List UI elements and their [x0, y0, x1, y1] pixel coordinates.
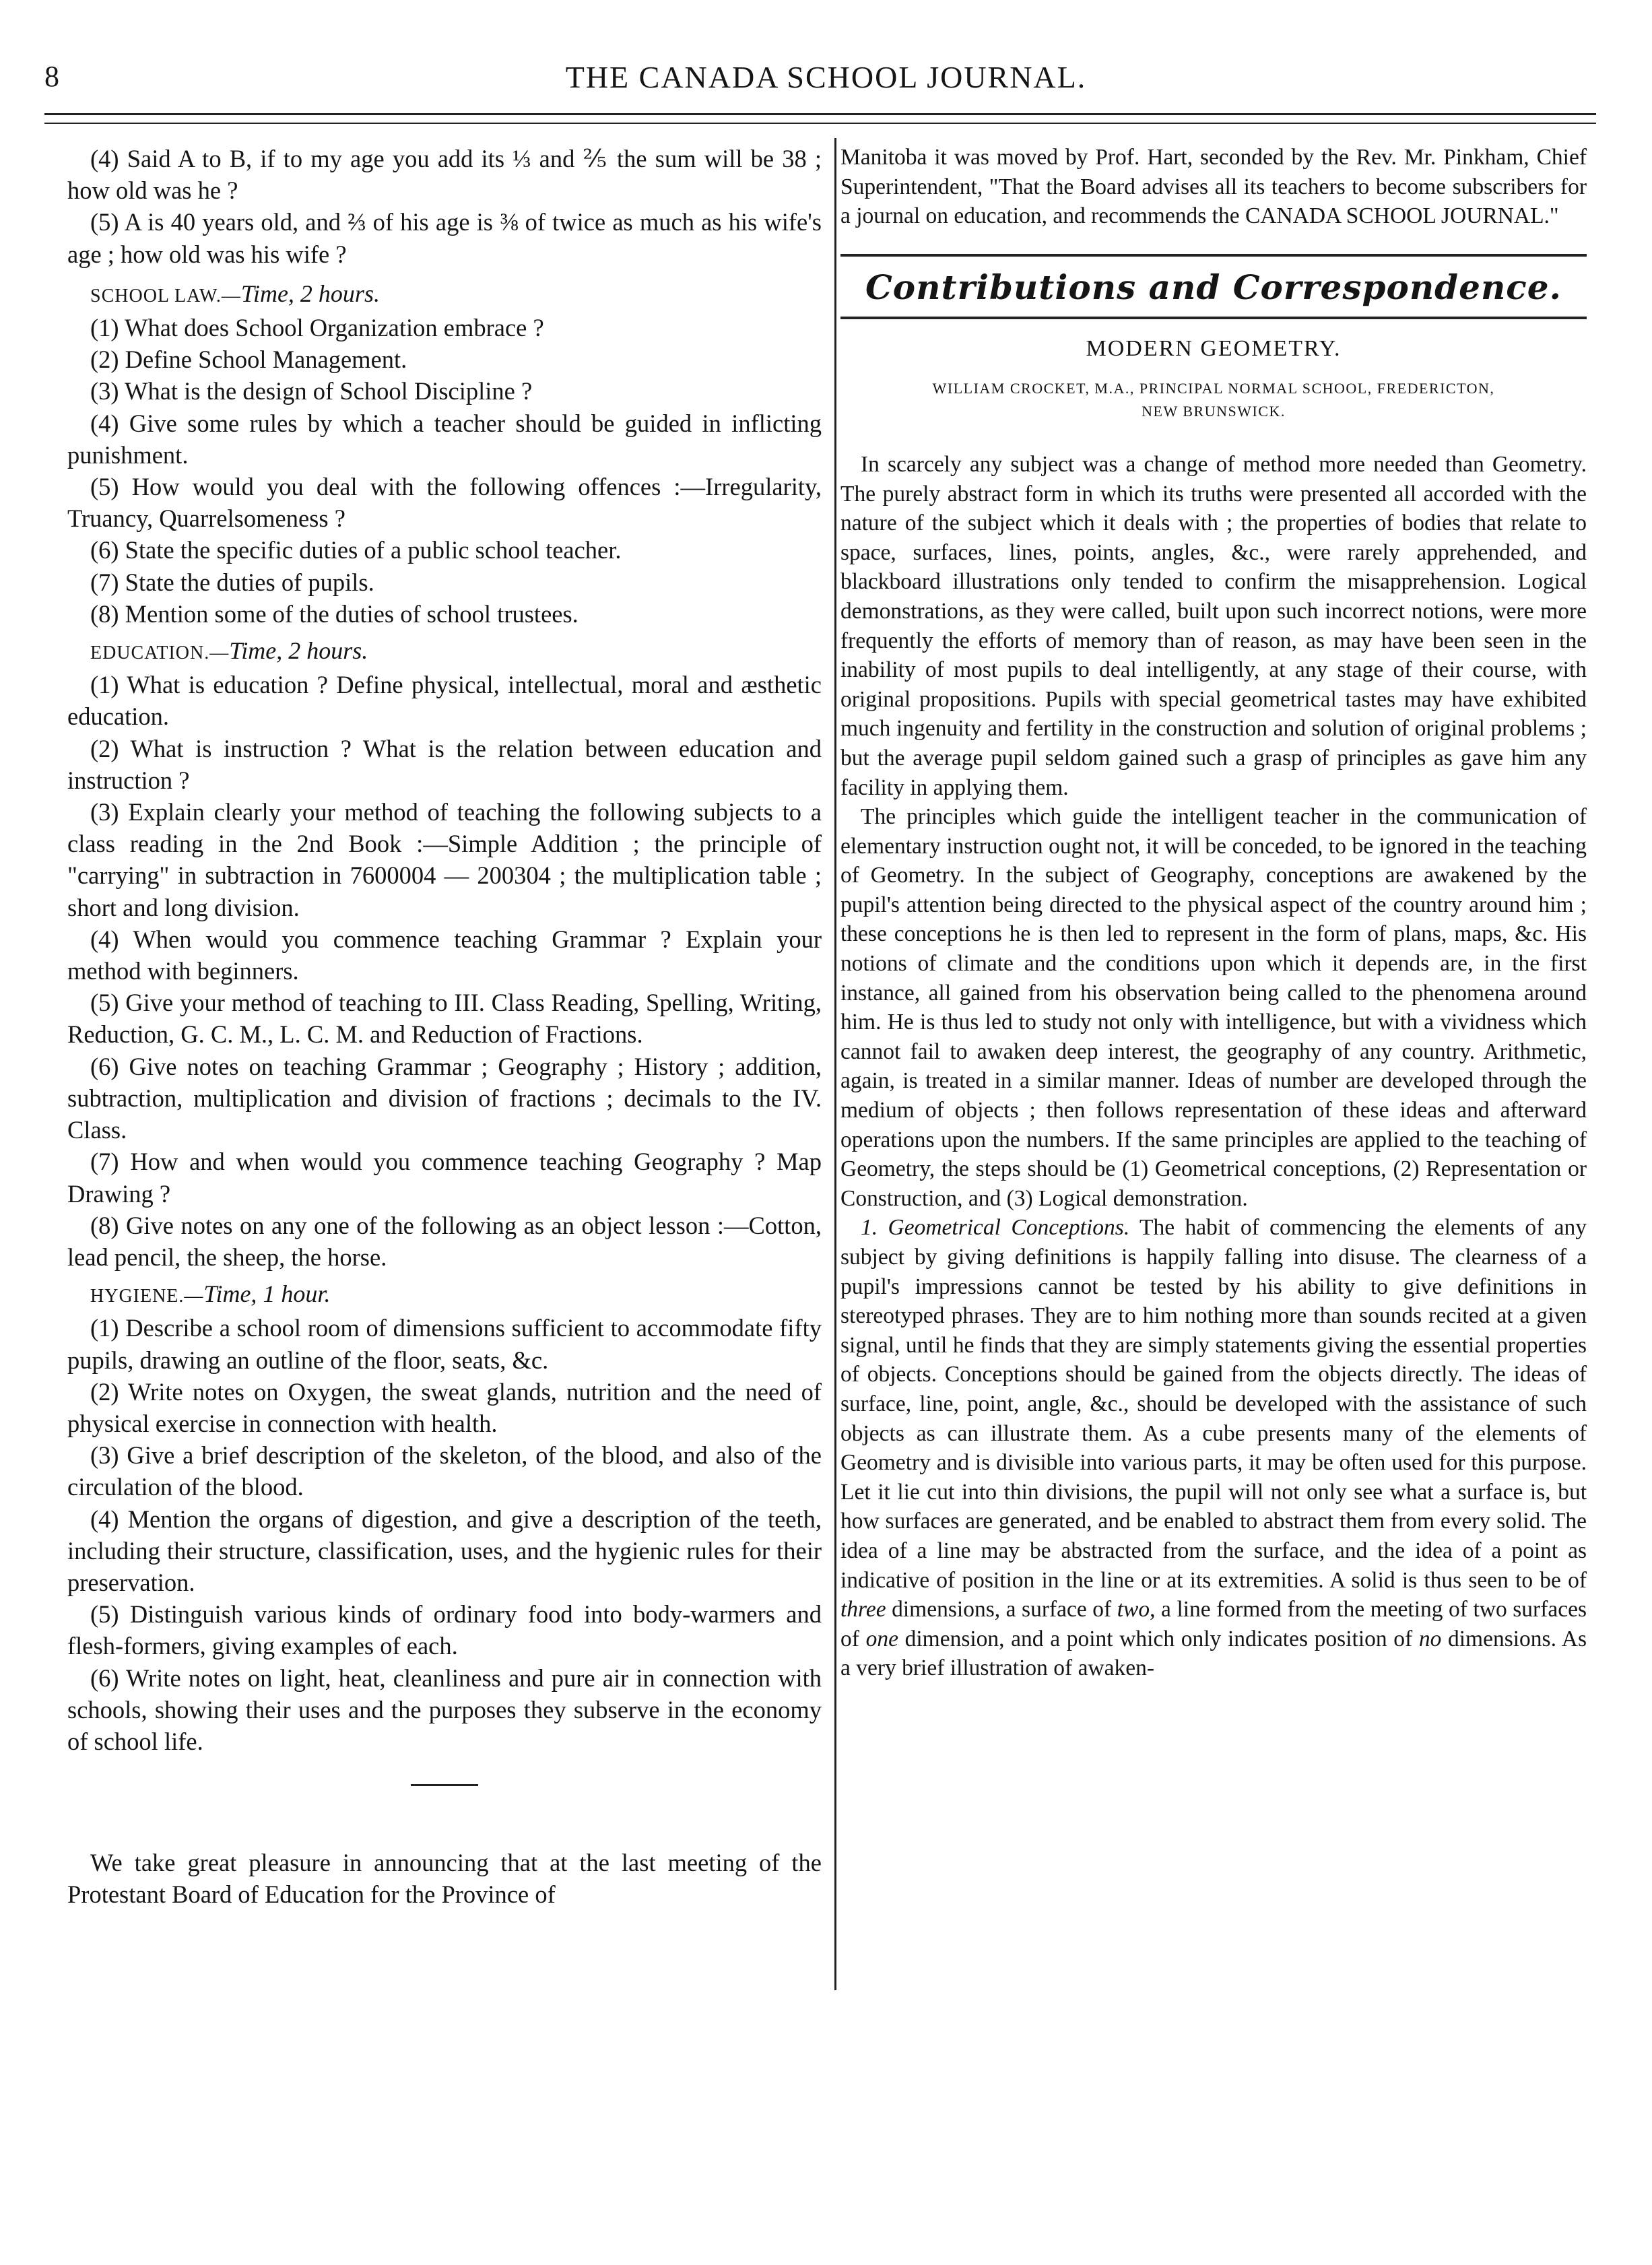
byline-line-2: NEW BRUNSWICK. [1142, 402, 1286, 420]
education-question: (7) How and when would you commence teaching Geography ? Map Drawing ? [67, 1148, 822, 1208]
conceptions-text-d: dimension, and a point which only indicates position of [898, 1626, 1419, 1651]
conceptions-text-b: dimensions, a surface of [886, 1597, 1117, 1622]
hygiene-question: (5) Distinguish various kinds of ordinary food into body-warmers and flesh-formers, giving examples of each. [67, 1600, 822, 1660]
emph-three: three [840, 1597, 886, 1622]
school-law-question: (3) What is the design of School Discipline ? [90, 377, 533, 405]
hygiene-question: (6) Write notes on light, heat, cleanliness and pure air in connection with schools, showing their uses and the purposes they subserve in the economy of school life. [67, 1664, 822, 1755]
education-question: (3) Explain clearly your method of teaching the following subjects to a class reading in the 2nd Book :—Simple Addition ; the principle of "carrying" in subtraction in 7600004 — 200304 ; the multiplication table ; short and long division. [67, 798, 822, 921]
school-law-question: (7) State the duties of pupils. [90, 568, 374, 596]
education-question: (5) Give your method of teaching to III. Class Reading, Spelling, Writing, Reduction, G. C. M., L. C. M. and Reduction of Fractions. [67, 989, 822, 1049]
page-number: 8 [44, 60, 59, 93]
education-question: (8) Give notes on any one of the following as an object lesson :—Cotton, lead pencil, the sheep, the horse. [67, 1211, 822, 1271]
conceptions-lead: 1. Geometrical Conceptions. [861, 1215, 1130, 1241]
announcement-continuation: Manitoba it was moved by Prof. Hart, seconded by the Rev. Mr. Pinkham, Chief Superintendent, "That the Board advises all its teachers to become subscribers for a journal on education, and recommends the CANADA SCHOOL JOURNAL." [840, 145, 1587, 229]
emph-two: two [1117, 1597, 1150, 1622]
hygiene-heading-time: Time, 1 hour. [203, 1280, 331, 1308]
education-question: (2) What is instruction ? What is the relation between education and instruction ? [67, 734, 822, 794]
school-law-question: (1) What does School Organization embrace ? [90, 314, 544, 342]
conceptions-text-e: dimensions. As a very brief illustration of awaken- [840, 1626, 1587, 1681]
column-divider [834, 138, 836, 1990]
left-column [67, 143, 822, 1911]
education-question: (1) What is education ? Define physical, intellectual, moral and æsthetic education. [67, 671, 822, 731]
education-question: (4) When would you commence teaching Grammar ? Explain your method with beginners. [67, 925, 822, 985]
section-banner: Contributions and Correspondence. [865, 267, 1562, 307]
school-law-question: (5) How would you deal with the following offences :—Irregularity, Truancy, Quarrelsomeness ? [67, 473, 822, 533]
education-heading-time: Time, 2 hours. [229, 637, 368, 665]
byline-line-1: WILLIAM CROCKET, M.A., PRINCIPAL NORMAL SCHOOL, FREDERICTON, [932, 379, 1495, 397]
school-law-heading-time: Time, 2 hours. [240, 280, 380, 307]
conceptions-text-c: , a line formed from the meeting of two surfaces of [840, 1597, 1587, 1651]
school-law-question: (8) Mention some of the duties of school trustees. [90, 599, 579, 628]
hygiene-question: (1) Describe a school room of dimensions sufficient to accommodate fifty pupils, drawing an outline of the floor, seats, &c. [67, 1314, 822, 1374]
section-divider [411, 1784, 478, 1786]
announcement-paragraph: We take great pleasure in announcing that at the last meeting of the Protestant Board of Education for the Province of [67, 1849, 822, 1909]
article-byline [840, 377, 1587, 423]
education-question: (6) Give notes on teaching Grammar ; Geography ; History ; addition, subtraction, multiplication and division of fractions ; decimals to the IV. Class. [67, 1052, 822, 1144]
banner-rule-bottom [840, 317, 1587, 319]
education-heading [67, 635, 822, 669]
article-paragraph-conceptions [840, 1213, 1587, 1683]
header-rule-top [44, 113, 1596, 115]
running-title: THE CANADA SCHOOL JOURNAL. [565, 60, 1087, 94]
hygiene-heading-label: HYGIENE.— [90, 1286, 204, 1307]
right-column [840, 143, 1587, 1683]
article-paragraph: In scarcely any subject was a change of method more needed than Geometry. The purely abstract form in which its truths were presented all accorded with the nature of the subject which it deals with ; the properties of bodies that relate to space, surfaces, lines, points, angles, &c., were rarely apprehended, and blackboard illustrations only tended to confirm the misapprehension. Logical demonstrations, as they were called, built upon such incorrect notions, were more frequently the efforts of memory than of reason, as may have been seen in the inability of most pupils to deal intelligently, at any stage of their course, with original propositions. Pupils with special geometrical tastes may have exhibited much ingenuity and fertility in the construction and solution of original problems ; but the average pupil seldom gained such a grasp of principles as gave him any facility in applying them. [840, 451, 1587, 800]
school-law-question: (4) Give some rules by which a teacher should be guided in inflicting punishment. [67, 409, 822, 469]
arithmetic-question-5: (5) A is 40 years old, and ⅔ of his age is ⅜ of twice as much as his wife's age ; how old was his wife ? [67, 208, 822, 268]
school-law-question: (6) State the specific duties of a public school teacher. [90, 536, 622, 564]
header-rule-bottom [44, 123, 1596, 124]
school-law-heading-label: SCHOOL LAW.— [90, 285, 241, 306]
conceptions-text-a: The habit of commencing the elements of any subject by giving definitions is happily falling into disuse. The clearness of a pupil's impressions cannot be tested by his ability to give definitions in stereotyped phrases. They are to him nothing more than sounds recited at a given signal, until he finds that they are simply statements giving the essential properties of objects. Conceptions should be gained from the objects directly. The ideas of surface, line, point, angle, &c., should be developed with the assistance of such objects as can illustrate them. As a cube presents many of the elements of Geometry and is divisible into various parts, it may be often used for this purpose. Let it lie cut into thin divisions, the pupil will not only see what a surface is, but how surfaces are generated, and be enabled to abstract them from every solid. The idea of a line may be abstracted from the surface, and the idea of a point as indicative of position in the line or at its extremities. A solid is thus seen to be of [840, 1215, 1587, 1593]
school-law-heading [67, 278, 822, 312]
hygiene-question: (2) Write notes on Oxygen, the sweat glands, nutrition and the need of physical exercise in connection with health. [67, 1377, 822, 1437]
hygiene-heading [67, 1278, 822, 1312]
hygiene-question: (4) Mention the organs of digestion, and give a description of the teeth, including their structure, classification, uses, and the hygienic rules for their preservation. [67, 1505, 822, 1596]
emph-no: no [1418, 1626, 1442, 1651]
article-title: MODERN GEOMETRY. [1086, 336, 1342, 362]
education-heading-label: EDUCATION.— [90, 643, 230, 664]
emph-one: one [865, 1626, 898, 1651]
school-law-question: (2) Define School Management. [90, 346, 407, 374]
arithmetic-question-4: (4) Said A to B, if to my age you add its ⅓ and ⅖ the sum will be 38 ; how old was he ? [67, 145, 822, 205]
hygiene-question: (3) Give a brief description of the skeleton, of the blood, and also of the circulation of the blood. [67, 1441, 822, 1501]
article-paragraph: The principles which guide the intelligent teacher in the communication of elementary instruction ought not, it will be conceded, to be ignored in the teaching of Geometry. In the subject of Geography, conceptions are awakened by the pupil's attention being directed to the physical aspect of the country around him ; these conceptions he is then led to represent in the form of plans, maps, &c. His notions of climate and the conditions upon which it depends are, in the first instance, all gained from his observation being called to the phenomena around him. He is thus led to study not only with intelligence, but with a vividness which cannot fail to awaken deep interest, the geography of any country. Arithmetic, again, is treated in a similar manner. Ideas of number are developed through the medium of objects ; then follows representation of these ideas and afterward operations upon the numbers. If the same principles are applied to the teaching of Geometry, the steps should be (1) Geometrical conceptions, (2) Representation or Construction, and (3) Logical demonstration. [840, 804, 1587, 1211]
